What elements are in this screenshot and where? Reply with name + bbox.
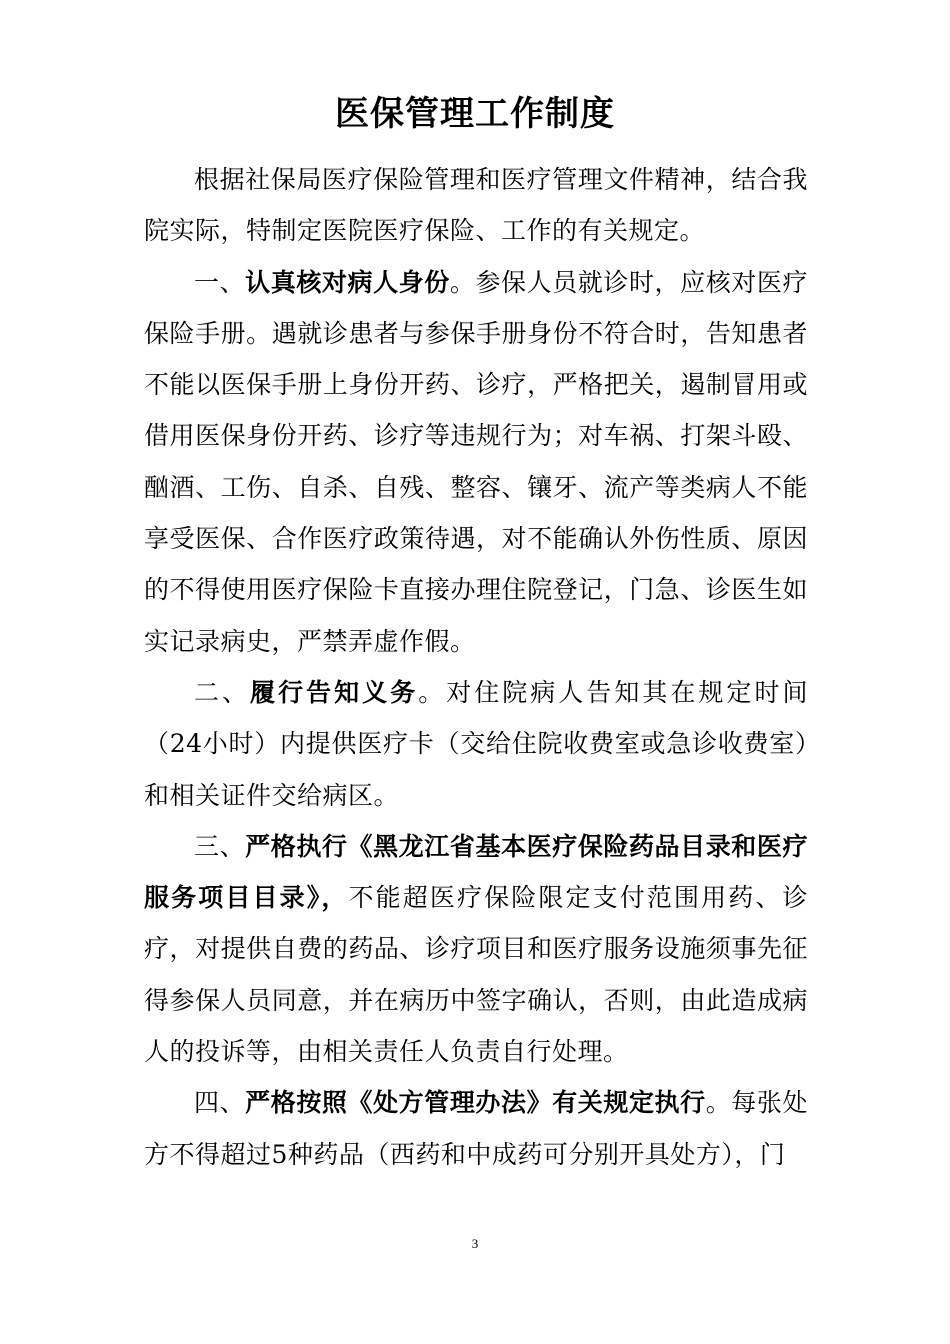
section-heading: 严格按照《处方管理办法》有关规定执行	[245, 1088, 706, 1118]
section-body: 不能超医疗保险限定支付范围用药、诊疗，对提供自费的药品、诊疗项目和医疗服务设施须事先征得参保人员同意，并在病历中签字确认，否则，由此造成病人的投诉等，由相关责任人负责自行处理。	[144, 883, 808, 1067]
section-body: 。对住院病人告知其在规定时间（24小时）内提供医疗卡（交给住院收费室或急诊收费室）和相关证件交给病区。	[144, 677, 808, 810]
section-prefix: 四、	[194, 1088, 246, 1118]
section-prefix: 二、	[194, 677, 251, 707]
section-prefix: 一、	[194, 267, 246, 297]
intro-paragraph: 根据社保局医疗保险管理和医疗管理文件精神，结合我院实际，特制定医院医疗保险、工作的有关规定。	[144, 165, 808, 246]
section-heading: 严格执行《黑龙江省基本医疗保险药品目录和医疗服务项目目录》，	[144, 831, 808, 913]
section-paragraph-2	[144, 667, 808, 821]
section-heading: 认真核对病人身份	[245, 267, 450, 297]
document-title: 医保管理工作制度	[335, 94, 615, 134]
section-body: 。参保人员就诊时，应核对医疗保险手册。遇就诊患者与参保手册身份不符合时，告知患者不能以医保手册上身份开药、诊疗，严格把关，遏制冒用或借用医保身份开药、诊疗等违规行为；对车祸、打架斗殴、酗酒、工伤、自杀、自残、整容、镶牙、流产等类病人不能享受医保、合作医疗政策待遇，对不能确认外伤性质、原因的不得使用医疗保险卡直接办理住院登记，门急、诊医生如实记录病史，严禁弄虚作假。	[144, 267, 808, 656]
page-number: 3	[471, 1236, 479, 1251]
section-body: 。每张处方不得超过5种药品（西药和中成药可分别开具处方），门	[144, 1088, 808, 1169]
section-paragraph-4	[144, 1077, 808, 1180]
section-heading: 履行告知义务	[250, 677, 419, 707]
section-prefix: 三、	[194, 831, 246, 861]
document-body	[144, 154, 808, 1180]
section-paragraph-3	[144, 821, 808, 1077]
section-paragraph-1	[144, 257, 808, 667]
